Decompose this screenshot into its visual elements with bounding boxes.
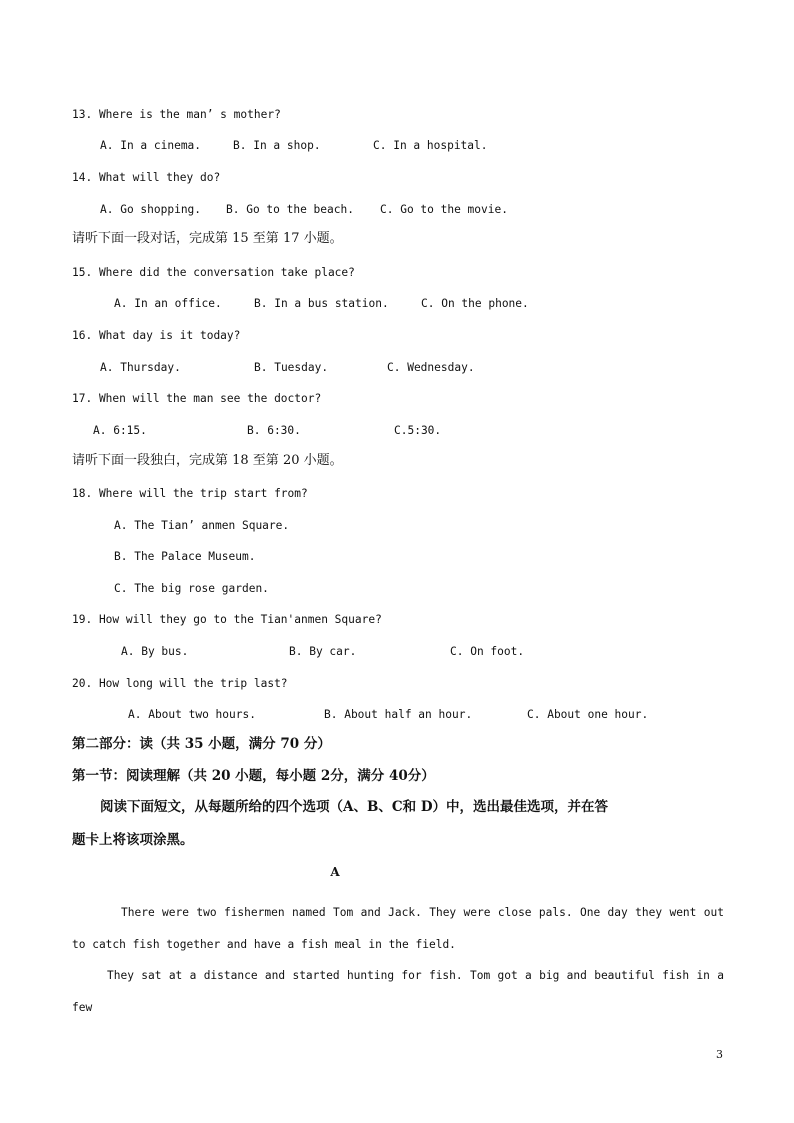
directions-line-1: 阅读下面短文，从每题所给的四个选项（A、B、C和 D）中，选出最佳选项，并在答 [100,799,609,815]
question-16-stem: 16. What day is it today? [72,329,241,342]
q16-option-a: A. Thursday. [100,361,181,374]
passage-label: A [330,865,340,879]
q16-option-c: C. Wednesday. [387,361,475,374]
q20-option-a: A. About two hours. [128,708,256,721]
instruction-18-20: 请听下面一段独白，完成第 18 至第 20 小题。 [72,453,343,468]
q19-option-c: C. On foot. [450,645,525,658]
q14-option-b: B. Go to the beach. [226,203,354,216]
question-14-stem: 14. What will they do? [72,171,221,184]
q13-option-a: A. In a cinema. [100,139,202,152]
page-number: 3 [716,1048,723,1061]
question-13-stem: 13. Where is the man’ s mother? [72,108,281,121]
q20-option-c: C. About one hour. [527,708,649,721]
q15-option-a: A. In an office. [114,297,222,310]
question-19-stem: 19. How will they go to the Tian'anmen Square? [72,613,382,626]
q13-option-b: B. In a shop. [233,139,321,152]
directions-line-2: 题卡上将该项涂黑。 [72,832,194,848]
q19-option-b: B. By car. [289,645,357,658]
question-18-stem: 18. Where will the trip start from? [72,487,308,500]
q15-option-b: B. In a bus station. [254,297,389,310]
q14-option-a: A. Go shopping. [100,203,202,216]
q19-option-a: A. By bus. [121,645,189,658]
q13-option-c: C. In a hospital. [373,139,488,152]
q14-option-c: C. Go to the movie. [380,203,508,216]
q17-option-b: B. 6:30. [247,424,301,437]
q18-option-c: C. The big rose garden. [114,582,269,595]
part2-title: 第二部分：读（共 35 小题，满分 70 分） [72,736,331,752]
section1-title: 第一节：阅读理解（共 20 小题，每小题 2分，满分 40分） [72,768,435,784]
q20-option-b: B. About half an hour. [324,708,473,721]
question-17-stem: 17. When will the man see the doctor? [72,392,322,405]
q18-option-b: B. The Palace Museum. [114,550,256,563]
passage-paragraph-2: They sat at a distance and started hunting for fish. Tom got a big and beautiful fish in a few [72,969,724,1014]
q18-option-a: A. The Tian’ anmen Square. [114,519,290,532]
q17-option-a: A. 6:15. [93,424,147,437]
passage-paragraph-1: There were two fishermen named Tom and Jack. They were close pals. One day they went out to catch fish together and have a fish meal in the field. [72,906,724,951]
q16-option-b: B. Tuesday. [254,361,329,374]
q17-option-c: C.5:30. [394,424,442,437]
question-15-stem: 15. Where did the conversation take place? [72,266,355,279]
instruction-15-17: 请听下面一段对话，完成第 15 至第 17 小题。 [72,231,343,246]
question-20-stem: 20. How long will the trip last? [72,677,288,690]
q15-option-c: C. On the phone. [421,297,529,310]
